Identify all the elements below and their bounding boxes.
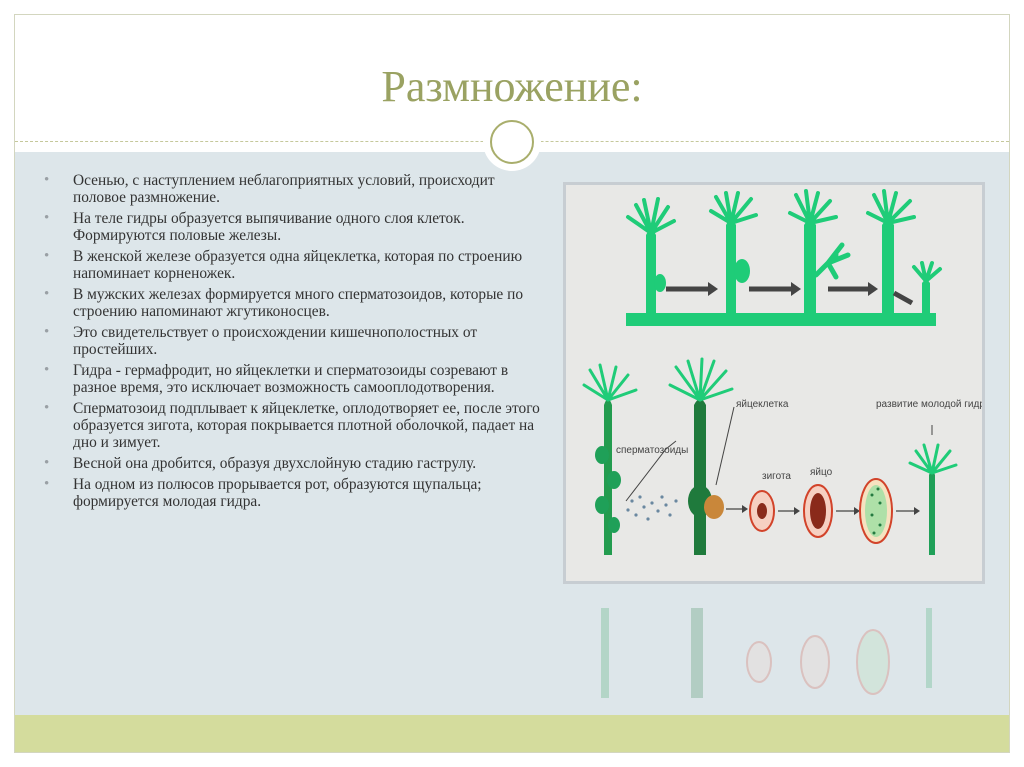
- bullet-item: • В мужских железах формируется много сперматозоидов, которые по строению напоминают жгутиконосцев.: [44, 286, 524, 320]
- bullet-item: • На одном из полюсов прорывается рот, образуются щупальца; формируется молодая гидра.: [44, 476, 482, 510]
- bullet-item: • Весной она дробится, образуя двухслойную стадию гаструлу.: [44, 455, 477, 472]
- label-sperm: сперматозоиды: [616, 445, 689, 456]
- bullet-dot-icon: •: [44, 476, 50, 492]
- bullet-item: • В женской железе образуется одна яйцеклетка, которая по строению напоминает корненожек.: [44, 248, 523, 282]
- bullet-dot-icon: •: [44, 286, 50, 302]
- bullet-dot-icon: •: [44, 455, 50, 471]
- bullet-dot-icon: •: [44, 172, 50, 188]
- label-young-hydra: развитие молодой гидры: [876, 399, 982, 410]
- bullet-dot-icon: •: [44, 362, 50, 378]
- bullet-item: • Осенью, с наступлением неблагоприятных условий, происходит половое размножение.: [44, 172, 495, 206]
- divider-circle-icon: [483, 113, 541, 171]
- bullet-item: • Гидра - гермафродит, но яйцеклетки и сперматозоиды созревают в разное время, это исключает возможность самооплодотворения.: [44, 362, 509, 396]
- slide-title: Размножение:: [381, 62, 643, 111]
- sexual-row: [584, 359, 982, 555]
- bullet-item: • Это свидетельствует о происхождении кишечнополостных от простейших.: [44, 324, 478, 358]
- bottom-bar: [15, 715, 1009, 752]
- bullet-dot-icon: •: [44, 324, 50, 340]
- hydra-reproduction-figure: [563, 182, 985, 584]
- budding-row: [626, 191, 940, 326]
- label-egg: яйцо: [810, 467, 833, 478]
- bullet-dot-icon: •: [44, 210, 50, 226]
- figure-reflection: [563, 588, 985, 698]
- label-zygote: зигота: [762, 471, 791, 482]
- hydra-diagram: [566, 185, 982, 581]
- bullet-item: • На теле гидры образуется выпячивание одного слоя клеток. Формируются половые железы.: [44, 210, 465, 244]
- label-egg-cell: яйцеклетка: [736, 399, 789, 410]
- bullet-list: [44, 172, 550, 514]
- bullet-dot-icon: •: [44, 400, 50, 416]
- bullet-dot-icon: •: [44, 248, 50, 264]
- bullet-item: • Сперматозоид подплывает к яйцеклетке, оплодотворяет ее, после этого образуется зигота, которая покрывается плотной оболочкой, падает на дно и зимует.: [44, 400, 540, 451]
